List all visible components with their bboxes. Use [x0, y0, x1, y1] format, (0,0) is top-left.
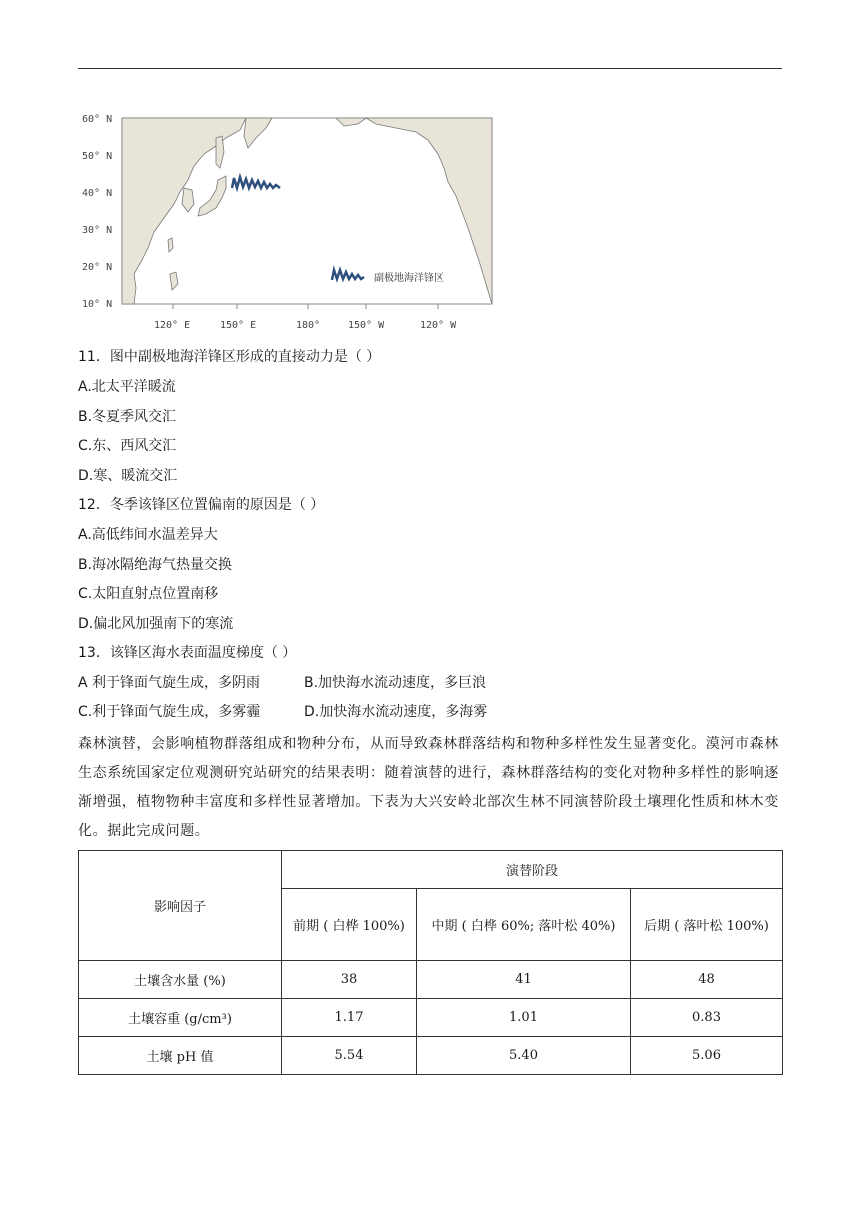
question-13-option-d: D.加快海水流动速度，多海雾 [304, 704, 488, 720]
question-12-option-d: D.偏北风加强南下的寒流 [78, 616, 234, 632]
cell-moisture-early: 38 [282, 961, 417, 999]
table-row [79, 961, 783, 999]
question-12-option-c: C.太阳直射点位置南移 [78, 586, 219, 602]
cell-density-early: 1.17 [282, 999, 417, 1037]
question-11-option-b: B.冬夏季风交汇 [78, 409, 177, 425]
table-row [79, 1037, 783, 1075]
question-13-options-cd [78, 702, 487, 722]
table-row [79, 999, 783, 1037]
cell-ph-early: 5.54 [282, 1037, 417, 1075]
question-13-stem: 13．该锋区海水表面温度梯度（ ） [78, 645, 297, 661]
question-12-option-b: B.海冰隔绝海气热量交换 [78, 557, 233, 573]
question-13-option-b: B.加快海水流动速度，多巨浪 [304, 675, 487, 691]
factor-header: 影响因子 [79, 851, 282, 961]
stage-late: 后期 ( 落叶松 100%) [631, 889, 783, 961]
question-12-option-a: A.高低纬间水温差异大 [78, 527, 218, 543]
row-label-ph: 土壤 pH 值 [79, 1037, 282, 1075]
stage-early: 前期 ( 白桦 100%) [282, 889, 417, 961]
question-12-stem: 12．冬季该锋区位置偏南的原因是（ ） [78, 497, 325, 513]
lat-label-30: 30° N [82, 225, 113, 236]
lon-label-150e: 150° E [220, 320, 257, 331]
question-11-option-a: A.北太平洋暖流 [78, 379, 176, 395]
pacific-map-figure [76, 108, 506, 334]
lat-label-20: 20° N [82, 262, 113, 273]
cell-ph-middle: 5.40 [417, 1037, 631, 1075]
question-11-option-c: C.东、西风交汇 [78, 438, 177, 454]
lat-label-40: 40° N [82, 188, 113, 199]
lat-label-60: 60° N [82, 114, 113, 125]
passage-text: 森林演替，会影响植物群落组成和物种分布，从而导致森林群落结构和物种多样性发生显著变化。漠河市森林生态系统国家定位观测研究站研究的结果表明：随着演替的进行，森林群落结构的变化对物种多样性的影响逐渐增强，植物物种丰富度和多样性显著增加。下表为大兴安岭北部次生林不同演替阶段土壤理化性质和林木变化。据此完成问题。 [78, 736, 779, 839]
succession-table [78, 850, 783, 1075]
row-label-bulk-density: 土壤容重 (g/cm³) [79, 999, 282, 1037]
lat-label-10: 10° N [82, 299, 113, 310]
lon-label-120w: 120° W [420, 320, 457, 331]
header-rule [78, 68, 782, 69]
cell-ph-late: 5.06 [631, 1037, 783, 1075]
lon-label-150w: 150° W [348, 320, 385, 331]
question-11-stem: 11．图中副极地海洋锋区形成的直接动力是（ ） [78, 349, 381, 365]
cell-density-late: 0.83 [631, 999, 783, 1037]
cell-moisture-middle: 41 [417, 961, 631, 999]
cell-density-middle: 1.01 [417, 999, 631, 1037]
stage-header: 演替阶段 [282, 851, 783, 889]
question-11-option-d: D.寒、暖流交汇 [78, 468, 178, 484]
legend-label: 副极地海洋锋区 [374, 273, 444, 284]
map-svg [76, 108, 506, 334]
question-13-option-a: A 利于锋面气旋生成，多阴雨 [78, 675, 261, 691]
question-13-option-c: C.利于锋面气旋生成，多雾霾 [78, 704, 261, 720]
question-13-options-ab [78, 673, 486, 693]
lon-label-180: 180° [296, 320, 321, 331]
row-label-moisture: 土壤含水量 (%) [79, 961, 282, 999]
cell-moisture-late: 48 [631, 961, 783, 999]
lon-ticks [173, 304, 438, 309]
lon-label-120e: 120° E [154, 320, 191, 331]
stage-middle: 中期 ( 白桦 60%; 落叶松 40%) [417, 889, 631, 961]
lat-label-50: 50° N [82, 151, 113, 162]
